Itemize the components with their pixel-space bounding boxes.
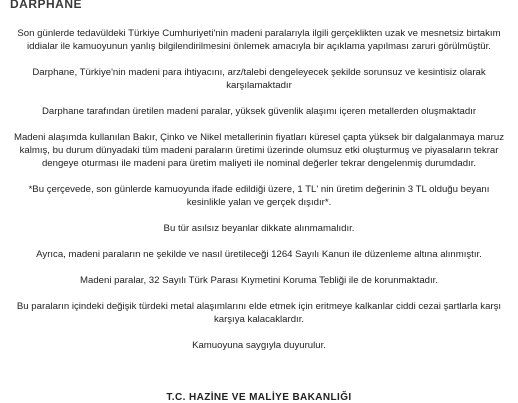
paragraph-disregard: Bu tür asılsız beyanlar dikkate alınmamalıdır. <box>163 223 355 234</box>
paragraph-intro: Son günlerde tedavüldeki Türkiye Cumhuriyeti'nin madeni paralarıyla ilgili gerçeklikten uzak ve mesnetsiz birtakım iddialar ile kamuoyunun yanlış bilgilendirilmesini önlemek amacıyla bir açıklama yapılması zaruri görülmüştür. <box>17 28 501 52</box>
darphane-logo: DARPHANE <box>10 0 83 11</box>
paragraph-metal-prices: Madeni alaşımda kullanılan Bakır, Çinko ve Nikel metallerinin fiyatları küresel çapta yüksek bir dalgalanmaya maruz kalmış, bu durum dünyadaki tüm madeni paraların üretimi üzerinde olumsuz etki oluşturmuş ve piyasaların tekrar dengeye oturması ile madeni para üretim maliyeti ile nominal değerler tekrar dengelenmiş durumdadır. <box>13 132 505 169</box>
paragraph-communique-32: Madeni paralar, 32 Sayılı Türk Parası Kıymetini Koruma Tebliği ile de korunmaktadır. <box>80 275 438 286</box>
paragraph-closing: Kamuoyuna saygıyla duyurulur. <box>192 340 326 351</box>
statement-body <box>8 27 510 365</box>
paragraph-law-1264: Ayrıca, madeni paraların ne şekilde ve nasıl üretileceği 1264 Sayılı Kanun ile düzenleme altına alınmıştır. <box>36 249 482 260</box>
paragraph-penalty: Bu paraların içindeki değişik türdeki metal alaşımlarını elde etmek için eritmeye kalkanlar ciddi cezai şartlarla karşı karşıya kalacaklardır. <box>16 301 502 325</box>
paragraph-denial: *Bu çerçevede, son günlerde kamuoyunda ifade edildiği üzere, 1 TL' nin üretim değerinin 3 TL olduğu beyanı kesinlikle yalan ve gerçek dışıdır*. <box>28 184 490 208</box>
paragraph-supply: Darphane, Türkiye'nin madeni para ihtiyacını, arz/talebi dengeleyecek şekilde sorunsuz ve kesintisiz olarak karşılamaktadır <box>32 67 486 91</box>
paragraph-alloy: Darphane tarafından üretilen madeni paralar, yüksek güvenlik alaşımı içeren metallerden oluşmaktadır <box>41 106 477 117</box>
ministry-signature: T.C. HAZİNE VE MALİYE BAKANLIĞI <box>166 392 352 403</box>
